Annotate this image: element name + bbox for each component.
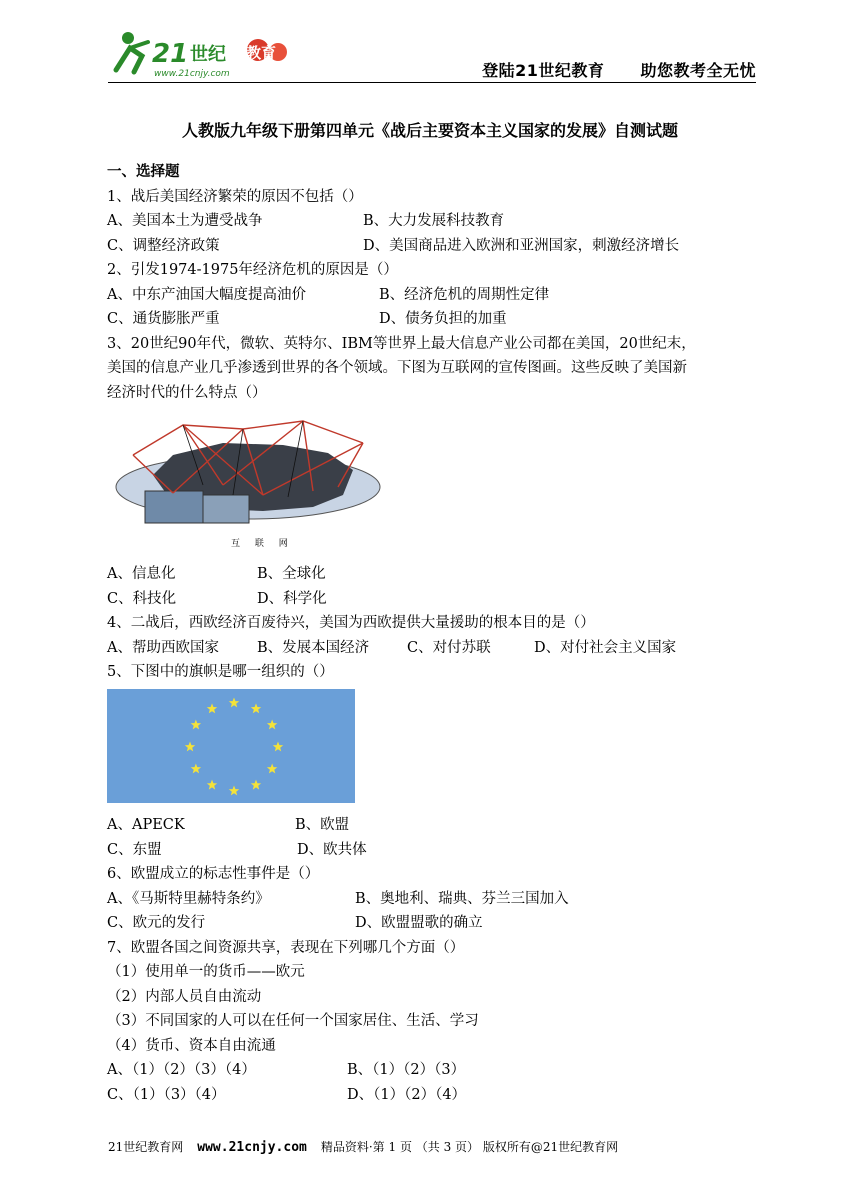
flag-background: [107, 689, 355, 803]
header-divider: [108, 82, 756, 83]
footer-site-name: 21世纪教育网: [108, 1140, 184, 1154]
q7-option-d: D、（1）（2）（4）: [347, 1086, 467, 1103]
svg-text:世纪: 世纪: [190, 44, 226, 65]
q4-option-c: C、对付苏联: [407, 639, 491, 656]
q7-option-b: B、（1）（2）（3）: [347, 1062, 466, 1078]
question-6-stem: 6、欧盟成立的标志性事件是（）: [107, 866, 320, 882]
page-title: 人教版九年级下册第四单元《战后主要资本主义国家的发展》自测试题: [181, 121, 678, 140]
q7-item-1: （1）使用单一的货币——欧元: [107, 964, 305, 980]
q7-option-a: A、（1）（2）（3）（4）: [107, 1062, 256, 1078]
q6-option-c: C、欧元的发行: [107, 915, 206, 931]
svg-text:www.21cnjy.com: www.21cnjy.com: [154, 69, 230, 79]
illustration-caption: 互 联 网: [231, 538, 294, 549]
question-3-stem-line2: 美国的信息产业几乎渗透到世界的各个领域。下图为互联网的宣传图画。这些反映了美国新: [107, 360, 687, 376]
section-heading: 一、选择题: [107, 163, 180, 180]
q4-option-d: D、对付社会主义国家: [534, 639, 677, 656]
page-header: [108, 28, 756, 84]
q6-option-a: A、《马斯特里赫特条约》: [107, 890, 270, 907]
q5-option-d: D、欧共体: [297, 841, 367, 858]
q7-item-3: （3）不同国家的人可以在任何一个国家居住、生活、学习: [107, 1013, 479, 1029]
eu-flag: [107, 689, 355, 803]
q3-option-a: A、信息化: [107, 566, 176, 582]
q7-item-4: （4）货币、资本自由流通: [107, 1037, 276, 1054]
logo: [108, 28, 298, 82]
footer-page-info: 精品资料·第 1 页 （共 3 页） 版权所有@21世纪教育网: [320, 1140, 619, 1154]
q4-option-a: A、帮助西欧国家: [107, 639, 219, 656]
q2-option-d: D、债务负担的加重: [379, 311, 507, 327]
q5-option-b: B、欧盟: [295, 817, 350, 833]
q6-option-d: D、欧盟盟歌的确立: [355, 915, 483, 931]
q1-option-c: C、调整经济政策: [107, 237, 220, 254]
q3-option-d: D、科学化: [257, 590, 327, 607]
svg-text:教育: 教育: [246, 44, 277, 62]
internet-illustration: [113, 415, 757, 556]
q1-option-d: D、美国商品进入欧洲和亚洲国家，刺激经济增长: [363, 237, 680, 254]
q7-item-2: （2）内部人员自由流动: [107, 988, 262, 1005]
question-list: [107, 160, 757, 1107]
svg-text:21: 21: [152, 39, 189, 69]
question-1-stem: 1、战后美国经济繁荣的原因不包括（）: [107, 188, 363, 205]
q3-option-c: C、科技化: [107, 590, 177, 607]
q2-option-c: C、通货膨胀严重: [107, 311, 220, 327]
internet-map-image: [113, 415, 383, 525]
slogan-right: 助您教考全无忧: [640, 61, 756, 80]
q2-option-b: B、经济危机的周期性定律: [379, 286, 550, 303]
q3-option-b: B、全球化: [257, 566, 326, 582]
question-7-stem: 7、欧盟各国之间资源共享，表现在下列哪几个方面（）: [107, 939, 465, 956]
page-footer: [108, 1138, 756, 1155]
slogan-left: 登陆21世纪教育: [482, 61, 605, 80]
q1-option-a: A、美国本土为遭受战争: [107, 213, 263, 229]
q4-option-b: B、发展本国经济: [257, 639, 370, 656]
eu-flag-image: [107, 689, 757, 812]
q1-option-b: B、大力发展科技教育: [363, 213, 505, 229]
question-5-stem: 5、下图中的旗帜是哪一组织的（）: [107, 664, 334, 680]
question-3-stem-line1: 3、20世纪90年代，微软、英特尔、IBM等世界上最大信息产业公司都在美国，20世纪末，: [107, 335, 696, 352]
footer-url: www.21cnjy.com: [197, 1140, 307, 1155]
q5-option-a: A、APECK: [107, 817, 185, 833]
q6-option-b: B、奥地利、瑞典、芬兰三国加入: [355, 890, 569, 907]
header-slogan: [452, 58, 756, 81]
q7-option-c: C、（1）（3）（4）: [107, 1086, 226, 1103]
question-3-stem-line3: 经济时代的什么特点（）: [107, 384, 267, 401]
q5-option-c: C、东盟: [107, 841, 162, 858]
q2-option-a: A、中东产油国大幅度提高油价: [107, 286, 306, 303]
question-4-stem: 4、二战后，西欧经济百废待兴，美国为西欧提供大量援助的根本目的是（）: [107, 615, 595, 631]
question-2-stem: 2、引发1974-1975年经济危机的原因是（）: [107, 262, 398, 278]
